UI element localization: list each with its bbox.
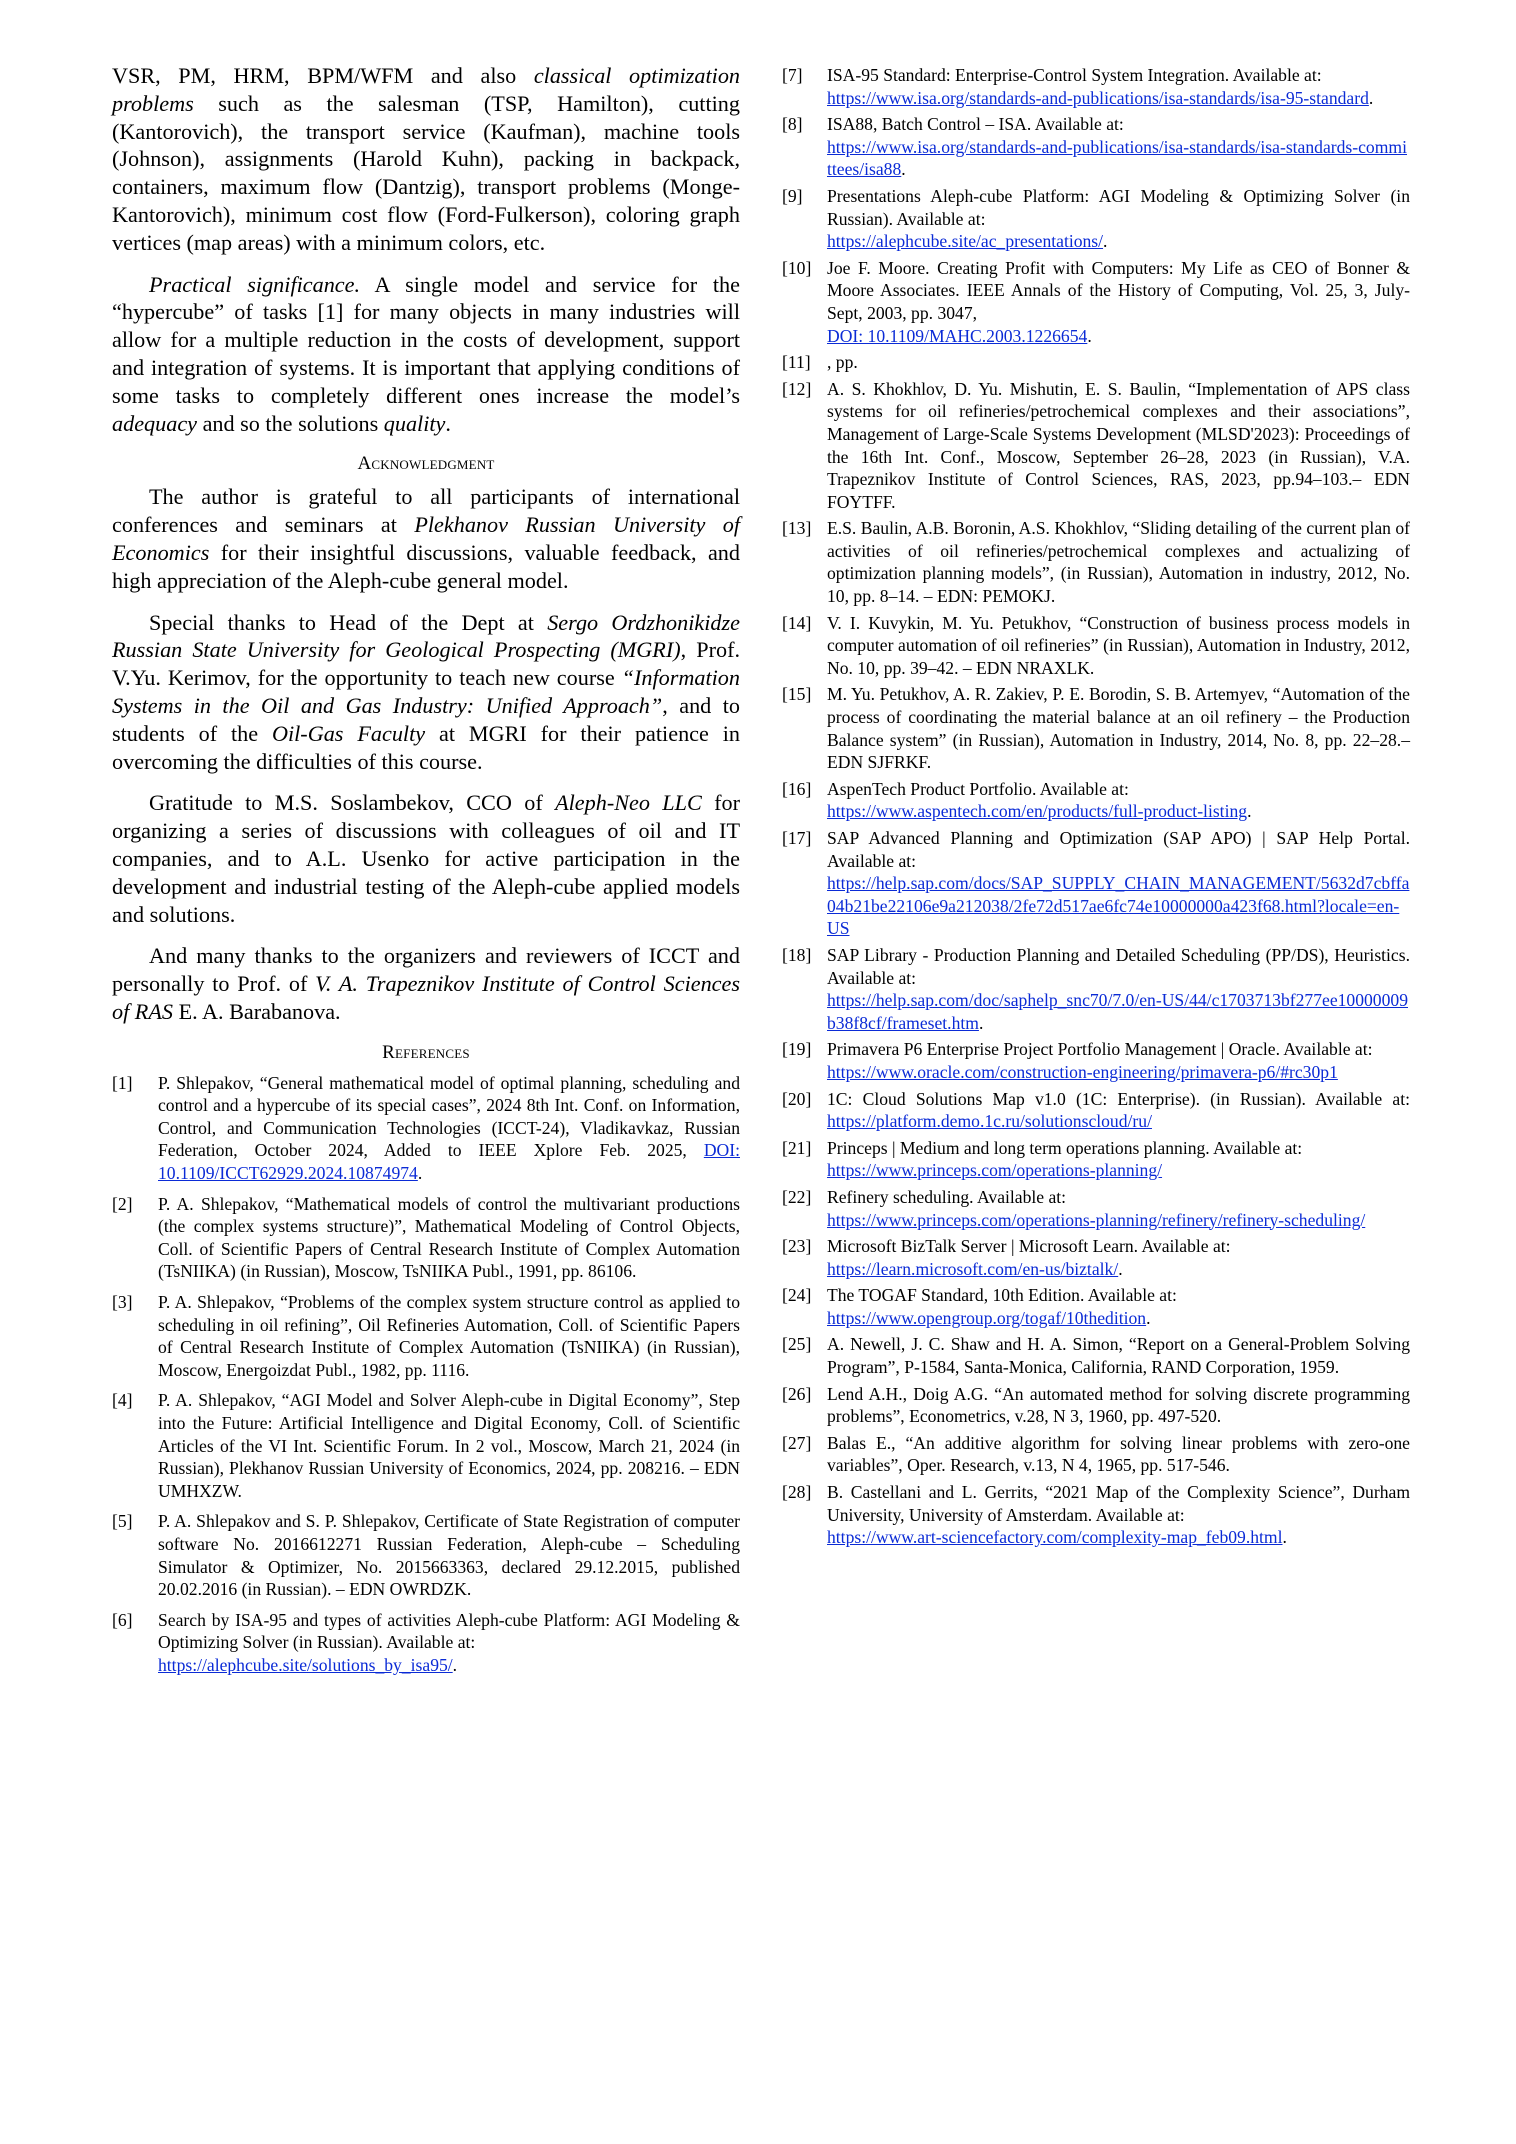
reference-text: M. Yu. Petukhov, A. R. Zakiev, P. E. Borodin, S. B. Artemyev, “Automation of the process of coordinating the material balance at an oil refinery – the Production Balance system” (in Russian), Automation in Industry, 2014, No. 8, pp. 22–28.– EDN SJFRKF.	[827, 684, 1410, 773]
italic-lead: Practical significance.	[149, 271, 361, 297]
reference-list-right	[782, 64, 1410, 1549]
reference-number: [24]	[782, 1285, 812, 1306]
ack-paragraph	[112, 942, 740, 1025]
acknowledgment-heading: Acknowledgment	[357, 453, 495, 475]
reference-link[interactable]: https://help.sap.com/docs/SAP_SUPPLY_CHAIN_MANAGEMENT/5632d7cbffa04b21be22106e9a212038/2fe72d517ae6fc74e10000000a423f68.html?locale=en-US	[827, 873, 1410, 939]
reference-item	[782, 827, 1410, 940]
reference-punct: .	[452, 1654, 458, 1675]
italic-phrase: Plekhanov Russian University of Economics	[112, 512, 740, 565]
ack-paragraph	[112, 483, 740, 594]
text-segment: The author is grateful to all participants of international conferences and seminars at	[112, 484, 740, 538]
reference-item	[782, 1481, 1410, 1549]
reference-item	[782, 113, 1410, 181]
reference-link-line	[827, 989, 1410, 1034]
reference-item	[782, 1186, 1410, 1231]
reference-item	[782, 683, 1410, 773]
reference-text: P. A. Shlepakov, “Mathematical models of control the multivariant productions (the complex systems structure)”, Mathematical Modeling of Control Objects, Coll. of Scientific Papers of Central Research Institute of Complex Automation (TsNIIKA) (in Russian), Moscow, TsNIIKA Publ., 1991, pp. 86106.	[158, 1193, 740, 1282]
reference-link-line	[827, 325, 1410, 348]
reference-item	[782, 1333, 1410, 1378]
reference-item	[112, 1389, 740, 1502]
practical-significance-paragraph	[112, 271, 740, 438]
text-segment: Gratitude to M.S. Soslambekov, CCO of	[149, 790, 556, 816]
reference-item	[782, 257, 1410, 347]
reference-number: [14]	[782, 612, 812, 633]
reference-number: [18]	[782, 944, 812, 965]
text-segment: VSR, PM, HRM, BPM/WFM and also	[112, 63, 534, 88]
italic-phrase: Aleph-Neo LLC	[555, 790, 702, 816]
reference-link-line	[158, 1654, 740, 1677]
text-segment: for their insightful discussions, valuable feedback, and high appreciation of the Aleph-cube general model.	[112, 539, 740, 593]
reference-item	[112, 1609, 740, 1677]
text-segment: .	[445, 410, 451, 436]
reference-item	[782, 1088, 1410, 1133]
reference-text: B. Castellani and L. Gerrits, “2021 Map of the Complexity Science”, Durham University, University of Amsterdam. Available at:	[827, 1482, 1410, 1525]
text-segment: such as the salesman (TSP, Hamilton), cutting (Kantorovich), the transport service (Kaufman), machine tools (Johnson), assignments (Harold Kuhn), packing in backpack, containers, maximum flow (Dantzig), transport problems (Monge-Kantorovich), minimum cost flow (Ford-Fulkerson), coloring graph vertices (map areas) with a minimum colors, etc.	[112, 90, 740, 255]
text-segment: , and to students of the	[112, 692, 740, 746]
reference-item	[782, 778, 1410, 823]
reference-text: , pp.	[827, 352, 858, 373]
text-segment: Special thanks to Head of the Dept at	[149, 609, 548, 635]
reference-text: Refinery scheduling. Available at:	[827, 1186, 1067, 1207]
reference-text: P. A. Shlepakov, “Problems of the complex system structure control as applied to scheduling in oil refining”, Oil Refineries Automation, Coll. of Scientific Papers of Central Research Institute of Complex Automation (TsNIIKA) (in Russian), Moscow, Energoizdat Publ., 1982, pp. 1116.	[158, 1292, 740, 1380]
references-heading: References	[382, 1041, 470, 1063]
reference-punct: .	[1146, 1307, 1151, 1328]
reference-link-line	[827, 1258, 1410, 1281]
reference-text: Balas E., “An additive algorithm for solving linear problems with zero-one variables”, Oper. Research, v.13, N 4, 1965, pp. 517-546.	[827, 1432, 1410, 1476]
reference-number: [11]	[782, 352, 811, 373]
reference-item	[782, 1137, 1410, 1182]
reference-item	[782, 1383, 1410, 1428]
reference-link-line	[827, 1307, 1410, 1330]
reference-link[interactable]: https://www.isa.org/standards-and-publications/isa-standards/isa-95-standard	[827, 87, 1369, 108]
text-segment: E. A. Barabanova.	[173, 998, 341, 1024]
text-segment: A single model and service for the “hypercube” of tasks [1] for many objects in many industries will allow for a multiple reduction in the costs of development, support and integration of systems. It is important that applying conditions of some tasks to completely different ones increase the model’s	[112, 271, 740, 408]
text-segment: at MGRI for their patience in overcoming the difficulties of this course.	[112, 720, 740, 774]
italic-phrase: Sergo Ordzhonikidze Russian State University for Geological Prospecting (MGRI)	[112, 609, 740, 663]
reference-punct: .	[417, 1163, 423, 1184]
reference-text: E.S. Baulin, A.B. Boronin, A.S. Khokhlov, “Sliding detailing of the current plan of activities of oil refineries/petrochemical complexes and actualizing of optimization planning models”, (in Russian), Automation in industry, 2012, No. 10, pp. 8–14. – EDN: PEMOKJ.	[827, 518, 1410, 607]
reference-link-line	[827, 87, 1410, 110]
reference-number: [3]	[112, 1292, 133, 1313]
reference-number: [28]	[782, 1482, 812, 1503]
reference-number: [4]	[112, 1390, 133, 1411]
reference-item	[112, 1193, 740, 1283]
reference-punct: .	[1118, 1258, 1123, 1279]
reference-link-line	[827, 136, 1410, 181]
reference-link[interactable]: https://help.sap.com/doc/saphelp_snc70/7.0/en-US/44/c1703713bf277ee10000009b38f8cf/frameset.htm	[827, 990, 1408, 1033]
reference-item	[782, 517, 1410, 607]
reference-number: [25]	[782, 1334, 812, 1355]
reference-number: [27]	[782, 1432, 812, 1453]
reference-link-line	[827, 872, 1410, 940]
italic-phrase: “Information Systems in the Oil and Gas Industry: Unified Approach”	[112, 665, 740, 718]
reference-link-line	[827, 1526, 1410, 1549]
reference-link[interactable]: https://www.oracle.com/construction-engineering/primavera-p6/#rc30p1	[827, 1061, 1338, 1082]
reference-item	[112, 1510, 740, 1600]
reference-text: Princeps | Medium and long term operations planning. Available at:	[827, 1137, 1303, 1158]
reference-link[interactable]: https://www.princeps.com/operations-planning/	[827, 1160, 1163, 1181]
reference-link[interactable]: https://www.opengroup.org/togaf/10thedition	[827, 1307, 1147, 1328]
reference-link-line	[827, 800, 1410, 823]
reference-punct: .	[1282, 1527, 1287, 1548]
reference-text: AspenTech Product Portfolio. Available at:	[827, 778, 1129, 799]
reference-text: SAP Library - Production Planning and Detailed Scheduling (PP/DS), Heuristics. Available at:	[827, 944, 1410, 988]
reference-number: [9]	[782, 185, 803, 206]
italic-phrase: V. A. Trapeznikov Institute of Control Sciences of RAS	[112, 971, 741, 1024]
reference-number: [12]	[782, 378, 812, 399]
italic-phrase: classical optimization problems	[112, 63, 740, 116]
reference-text: P. A. Shlepakov, “AGI Model and Solver Aleph-cube in Digital Economy”, Step into the Future: Artificial Intelligence and Digital Economy, Coll. of Scientific Articles of the VI Int. Scientific Forum. In 2 vol., Moscow, March 21, 2024 (in Russian), Plekhanov Russian University of Economics, 2024, pp. 208216. – EDN UMHXZW.	[158, 1390, 740, 1501]
reference-text: V. I. Kuvykin, M. Yu. Petukhov, “Construction of business process models in computer automation of oil refineries” (in Russian), Automation in Industry, 2012, No. 10, pp. 39–42. – EDN NRAXLK.	[827, 612, 1410, 678]
reference-number: [26]	[782, 1383, 812, 1404]
reference-text: Presentations Aleph-cube Platform: AGI Modeling & Optimizing Solver (in Russian). Available at:	[827, 185, 1410, 229]
reference-link-line	[827, 230, 1410, 253]
reference-text: P. A. Shlepakov and S. P. Shlepakov, Certificate of State Registration of computer software No. 2016612271 Russian Federation, Aleph-cube – Scheduling Simulator & Optimizer, No. 2015663363, declared 29.12.2015, published 20.02.2016 (in Russian). – EDN OWRDZK.	[158, 1511, 740, 1600]
reference-item	[782, 185, 1410, 253]
reference-link[interactable]: DOI: 10.1109/MAHC.2003.1226654	[827, 325, 1088, 346]
ack-paragraph	[112, 609, 740, 776]
reference-link[interactable]: https://www.aspentech.com/en/products/full-product-listing	[827, 801, 1248, 822]
reference-item	[782, 1432, 1410, 1477]
reference-punct: .	[1247, 801, 1252, 822]
reference-number: [23]	[782, 1236, 812, 1257]
reference-text: 1C: Cloud Solutions Map v1.0 (1C: Enterprise). (in Russian). Available at:	[827, 1088, 1410, 1109]
reference-item	[112, 1072, 740, 1185]
reference-number: [8]	[782, 114, 803, 135]
reference-number: [22]	[782, 1186, 812, 1207]
text-segment: for organizing a series of discussions with colleagues of oil and IT companies, and to A.L. Usenko for active participation in the development and industrial testing of the Aleph-cube applied models and solutions.	[112, 790, 740, 927]
reference-item	[782, 378, 1410, 514]
reference-link[interactable]: https://learn.microsoft.com/en-us/biztalk/	[827, 1258, 1119, 1279]
italic-phrase: Oil-Gas Faculty	[271, 720, 426, 746]
reference-item	[782, 1038, 1410, 1083]
text-segment: and so the solutions	[197, 410, 384, 436]
text-segment: And many thanks to the organizers and reviewers of ICCT and personally to Prof. of	[112, 943, 740, 997]
reference-text: A. Newell, J. C. Shaw and H. A. Simon, “Report on a General-Problem Solving Program”, P-1584, Santa-Monica, California, RAND Corporation, 1959.	[827, 1334, 1410, 1378]
reference-text: ISA-95 Standard: Enterprise-Control System Integration. Available at:	[827, 65, 1322, 85]
reference-item	[782, 612, 1410, 680]
reference-link[interactable]: https://www.princeps.com/operations-planning/refinery/refinery-scheduling/	[827, 1209, 1366, 1230]
italic-word: adequacy	[112, 410, 198, 436]
reference-number: [1]	[112, 1072, 133, 1093]
reference-list-left	[112, 1072, 740, 1677]
reference-item	[782, 351, 1410, 374]
reference-text: Joe F. Moore. Creating Profit with Computers: My Life as CEO of Bonner & Moore Associates. IEEE Annals of the History of Computing, Vol. 25, 3, July-Sept, 2003, pp. 3047,	[827, 257, 1410, 323]
italic-word: quality	[383, 410, 446, 436]
reference-link[interactable]: https://www.isa.org/standards-and-publications/isa-standards/isa-standards-committees/isa88	[827, 136, 1407, 180]
reference-link[interactable]: https://platform.demo.1c.ru/solutionscloud/ru/	[827, 1111, 1152, 1132]
reference-number: [10]	[782, 257, 812, 278]
reference-text: Search by ISA-95 and types of activities Aleph-cube Platform: AGI Modeling & Optimizing Solver (in Russian). Available at:	[158, 1609, 740, 1653]
reference-number: [21]	[782, 1137, 812, 1158]
reference-link[interactable]: https://alephcube.site/ac_presentations/	[827, 231, 1104, 252]
reference-number: [17]	[782, 828, 812, 848]
reference-punct: .	[901, 159, 906, 180]
reference-number: [2]	[112, 1193, 133, 1214]
reference-punct: .	[1368, 87, 1374, 108]
text-segment: , Prof. V.Yu. Kerimov, for the opportunity to teach new course	[112, 637, 741, 691]
reference-number: [13]	[782, 518, 812, 539]
reference-link[interactable]: https://www.art-sciencefactory.com/complexity-map_feb09.html	[827, 1527, 1283, 1548]
right-column	[782, 64, 1410, 1553]
reference-item	[782, 1284, 1410, 1329]
reference-text: SAP Advanced Planning and Optimization (SAP APO) | SAP Help Portal. Available at:	[827, 828, 1410, 871]
reference-punct: .	[1087, 325, 1092, 346]
reference-punct: .	[978, 1012, 984, 1033]
reference-link-line	[827, 1159, 1410, 1182]
reference-number: [7]	[782, 65, 803, 85]
reference-text: Primavera P6 Enterprise Project Portfolio Management | Oracle. Available at:	[827, 1039, 1373, 1060]
reference-text: P. Shlepakov, “General mathematical model of optimal planning, scheduling and control and a hypercube of its special cases”, 2024 8th Int. Conf. on Information, Control, and Communication Technologies (ICCT-24), Vladikavkaz, Russian Federation, October 2024, Added to IEEE Xplore Feb. 2025,	[158, 1072, 740, 1161]
reference-item	[112, 1291, 740, 1381]
reference-item	[782, 64, 1410, 109]
reference-number: [19]	[782, 1039, 812, 1060]
reference-number: [6]	[112, 1609, 133, 1630]
reference-number: [15]	[782, 684, 812, 705]
reference-link[interactable]: DOI: 10.1109/ICCT62929.2024.10874974	[158, 1140, 740, 1184]
reference-number: [16]	[782, 778, 812, 799]
reference-link[interactable]: https://alephcube.site/solutions_by_isa95/	[158, 1654, 453, 1675]
reference-item	[782, 1235, 1410, 1280]
reference-text: The TOGAF Standard, 10th Edition. Available at:	[827, 1285, 1177, 1306]
reference-number: [20]	[782, 1088, 812, 1109]
reference-text: A. S. Khokhlov, D. Yu. Mishutin, E. S. Baulin, “Implementation of APS class systems for oil refineries/petrochemical complexes and their associations”, Management of Large-Scale Systems Development (MLSD'2023): Proceedings of the 16th Int. Conf., Moscow, September 26–28, 2023 (in Russian), V.A. Trapeznikov Institute of Control Sciences, RAS, 2023, pp.94–103.– EDN FOYTFF.	[827, 378, 1410, 512]
reference-number: [5]	[112, 1511, 133, 1532]
reference-link-line	[827, 1209, 1410, 1232]
reference-text: Lend A.H., Doig A.G. “An automated method for solving discrete programming problems”, Econometrics, v.28, N 3, 1960, pp. 497-520.	[827, 1383, 1410, 1427]
reference-text: ISA88, Batch Control – ISA. Available at:	[827, 114, 1124, 135]
reference-text: Microsoft BizTalk Server | Microsoft Learn. Available at:	[827, 1236, 1231, 1257]
reference-link-line	[827, 1061, 1410, 1084]
intro-paragraph	[112, 62, 740, 257]
reference-punct: .	[1103, 231, 1108, 252]
reference-item	[782, 944, 1410, 1034]
left-column	[112, 62, 740, 1685]
ack-paragraph	[112, 789, 740, 928]
